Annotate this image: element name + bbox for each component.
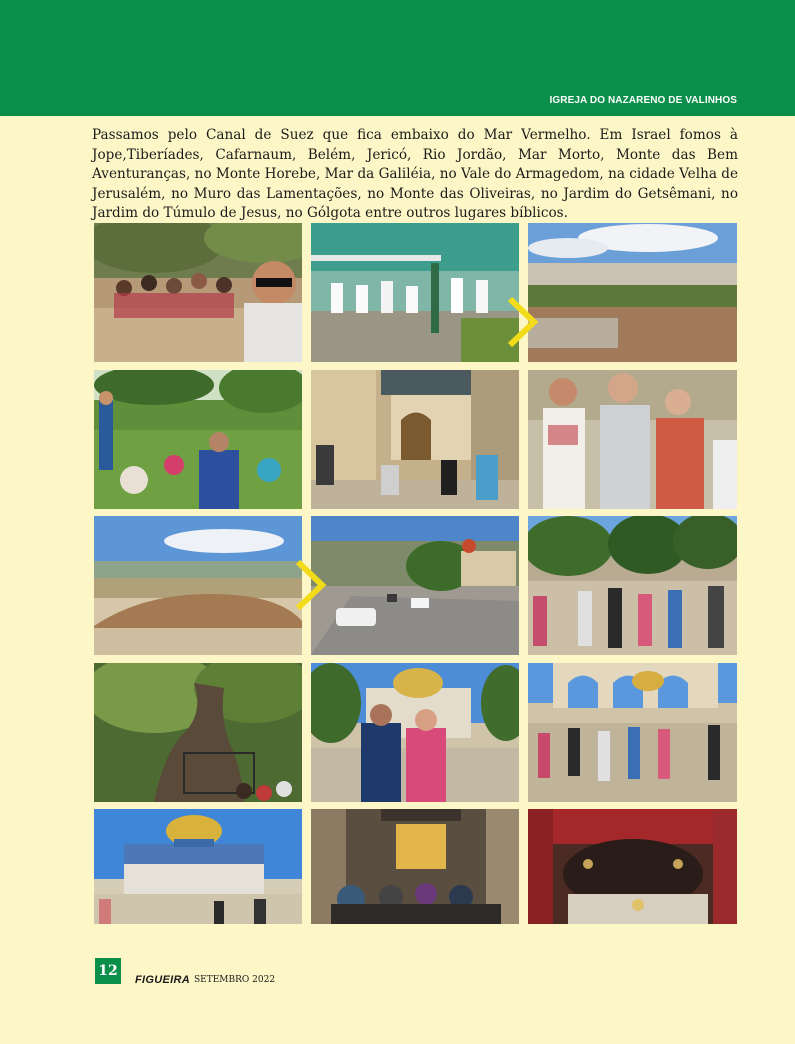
photo-temple-mount-group — [528, 516, 737, 655]
photo-stone-courtyard-group — [311, 370, 519, 509]
photo-arches-stairs-group — [528, 663, 737, 802]
photo-city-street-cars — [311, 516, 519, 655]
photo-jordan-river-baptism — [311, 223, 519, 362]
issue-date: SETEMBRO 2022 — [194, 975, 276, 985]
chevron-right-icon — [506, 295, 540, 349]
photo-mountain-overlook-valley — [94, 516, 302, 655]
photo-gallery — [94, 223, 737, 924]
photo-grotto-nativity-star — [528, 809, 737, 924]
photo-garden-group-gathering — [94, 370, 302, 509]
photo-basilica-interior-crowd — [311, 809, 519, 924]
chevron-right-icon — [294, 558, 328, 612]
photo-group-under-trees-selfie — [94, 223, 302, 362]
photo-three-women-portrait — [528, 370, 737, 509]
church-name: IGREJA DO NAZARENO DE VALINHOS — [549, 95, 737, 106]
article-text: Passamos pelo Canal de Suez que fica embaixo do Mar Vermelho. Em Israel fomos à Jope,Tiberíades, Cafarnaum, Belém, Jericó, Rio Jordão, Mar Morto, Monte das Bem Aventuranças, no Monte Horebe, Mar da Galiléia, no Vale do Armagedom, na cidade Velha de Jerusalém, no Muro das Lamentações, no Monte das Oliveiras, no Jardim do Getsêmani, no Jardim do Túmulo de Jesus, no Gólgota entre outros lugares bíblicos. — [92, 127, 738, 221]
photo-couple-dome-of-the-rock — [311, 663, 519, 802]
photo-dome-of-the-rock — [94, 809, 302, 924]
magazine-brand: FIGUEIRA — [135, 974, 190, 986]
photo-jerusalem-hilltop-view — [528, 223, 737, 362]
page-number: 12 — [95, 958, 121, 984]
header-band — [0, 0, 795, 116]
photo-ancient-olive-tree — [94, 663, 302, 802]
